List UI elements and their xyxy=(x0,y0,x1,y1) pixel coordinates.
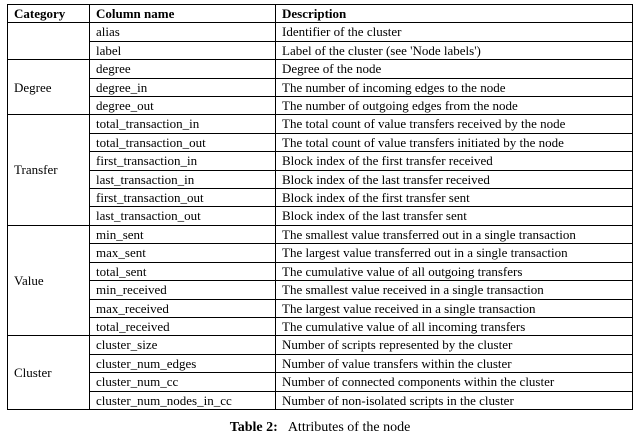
column-name-cell: min_sent xyxy=(90,225,276,243)
description-cell: Block index of the first transfer received xyxy=(276,152,633,170)
description-cell: Degree of the node xyxy=(276,60,633,78)
description-cell: The number of incoming edges to the node xyxy=(276,78,633,96)
column-name-cell: first_transaction_in xyxy=(90,152,276,170)
table-row xyxy=(8,281,633,299)
caption-text: Attributes of the node xyxy=(287,419,411,435)
table-row xyxy=(8,41,633,59)
description-cell: The smallest value transferred out in a single transaction xyxy=(276,225,633,243)
column-name-cell: total_transaction_in xyxy=(90,115,276,133)
table-row xyxy=(8,244,633,262)
column-name-cell: total_transaction_out xyxy=(90,133,276,151)
table-row xyxy=(8,262,633,280)
attributes-table xyxy=(7,4,633,410)
category-cell xyxy=(8,23,90,60)
table-row xyxy=(8,207,633,225)
category-cell: Cluster xyxy=(8,336,90,410)
table-row xyxy=(8,170,633,188)
column-name-cell: total_received xyxy=(90,317,276,335)
category-cell: Degree xyxy=(8,60,90,115)
table-row xyxy=(8,225,633,243)
column-name-cell: first_transaction_out xyxy=(90,189,276,207)
table-row xyxy=(8,133,633,151)
description-cell: Number of scripts represented by the cluster xyxy=(276,336,633,354)
table-row xyxy=(8,391,633,409)
description-cell: Block index of the first transfer sent xyxy=(276,189,633,207)
column-name-cell: cluster_num_nodes_in_cc xyxy=(90,391,276,409)
description-cell: Label of the cluster (see 'Node labels') xyxy=(276,41,633,59)
column-header-category: Category xyxy=(8,5,90,23)
table-body xyxy=(8,23,633,410)
table-row xyxy=(8,336,633,354)
column-name-cell: label xyxy=(90,41,276,59)
column-name-cell: cluster_size xyxy=(90,336,276,354)
description-cell: The total count of value transfers received by the node xyxy=(276,115,633,133)
description-cell: The largest value transferred out in a single transaction xyxy=(276,244,633,262)
table-row xyxy=(8,60,633,78)
table-row xyxy=(8,97,633,115)
column-name-cell: min_received xyxy=(90,281,276,299)
caption-label: Table 2: xyxy=(229,419,278,435)
category-cell: Value xyxy=(8,225,90,335)
table-row xyxy=(8,354,633,372)
description-cell: Identifier of the cluster xyxy=(276,23,633,41)
column-header-name: Column name xyxy=(90,5,276,23)
description-cell: The cumulative value of all outgoing transfers xyxy=(276,262,633,280)
column-name-cell: max_received xyxy=(90,299,276,317)
column-name-cell: last_transaction_out xyxy=(90,207,276,225)
table-row xyxy=(8,23,633,41)
description-cell: The cumulative value of all incoming transfers xyxy=(276,317,633,335)
column-name-cell: last_transaction_in xyxy=(90,170,276,188)
description-cell: The number of outgoing edges from the node xyxy=(276,97,633,115)
column-name-cell: alias xyxy=(90,23,276,41)
description-cell: The smallest value received in a single transaction xyxy=(276,281,633,299)
column-name-cell: max_sent xyxy=(90,244,276,262)
description-cell: Number of connected components within the cluster xyxy=(276,373,633,391)
category-cell: Transfer xyxy=(8,115,90,225)
table-row xyxy=(8,115,633,133)
header-row xyxy=(8,5,633,23)
description-cell: Block index of the last transfer received xyxy=(276,170,633,188)
column-name-cell: degree xyxy=(90,60,276,78)
table-row xyxy=(8,317,633,335)
table-caption xyxy=(7,419,633,436)
table-row xyxy=(8,373,633,391)
column-name-cell: cluster_num_cc xyxy=(90,373,276,391)
description-cell: The total count of value transfers initiated by the node xyxy=(276,133,633,151)
column-name-cell: degree_out xyxy=(90,97,276,115)
table-row xyxy=(8,78,633,96)
description-cell: Number of non-isolated scripts in the cluster xyxy=(276,391,633,409)
column-name-cell: cluster_num_edges xyxy=(90,354,276,372)
description-cell: Number of value transfers within the cluster xyxy=(276,354,633,372)
description-cell: The largest value received in a single transaction xyxy=(276,299,633,317)
table-row xyxy=(8,152,633,170)
table-row xyxy=(8,189,633,207)
column-name-cell: total_sent xyxy=(90,262,276,280)
description-cell: Block index of the last transfer sent xyxy=(276,207,633,225)
table-row xyxy=(8,299,633,317)
column-header-description: Description xyxy=(276,5,633,23)
column-name-cell: degree_in xyxy=(90,78,276,96)
